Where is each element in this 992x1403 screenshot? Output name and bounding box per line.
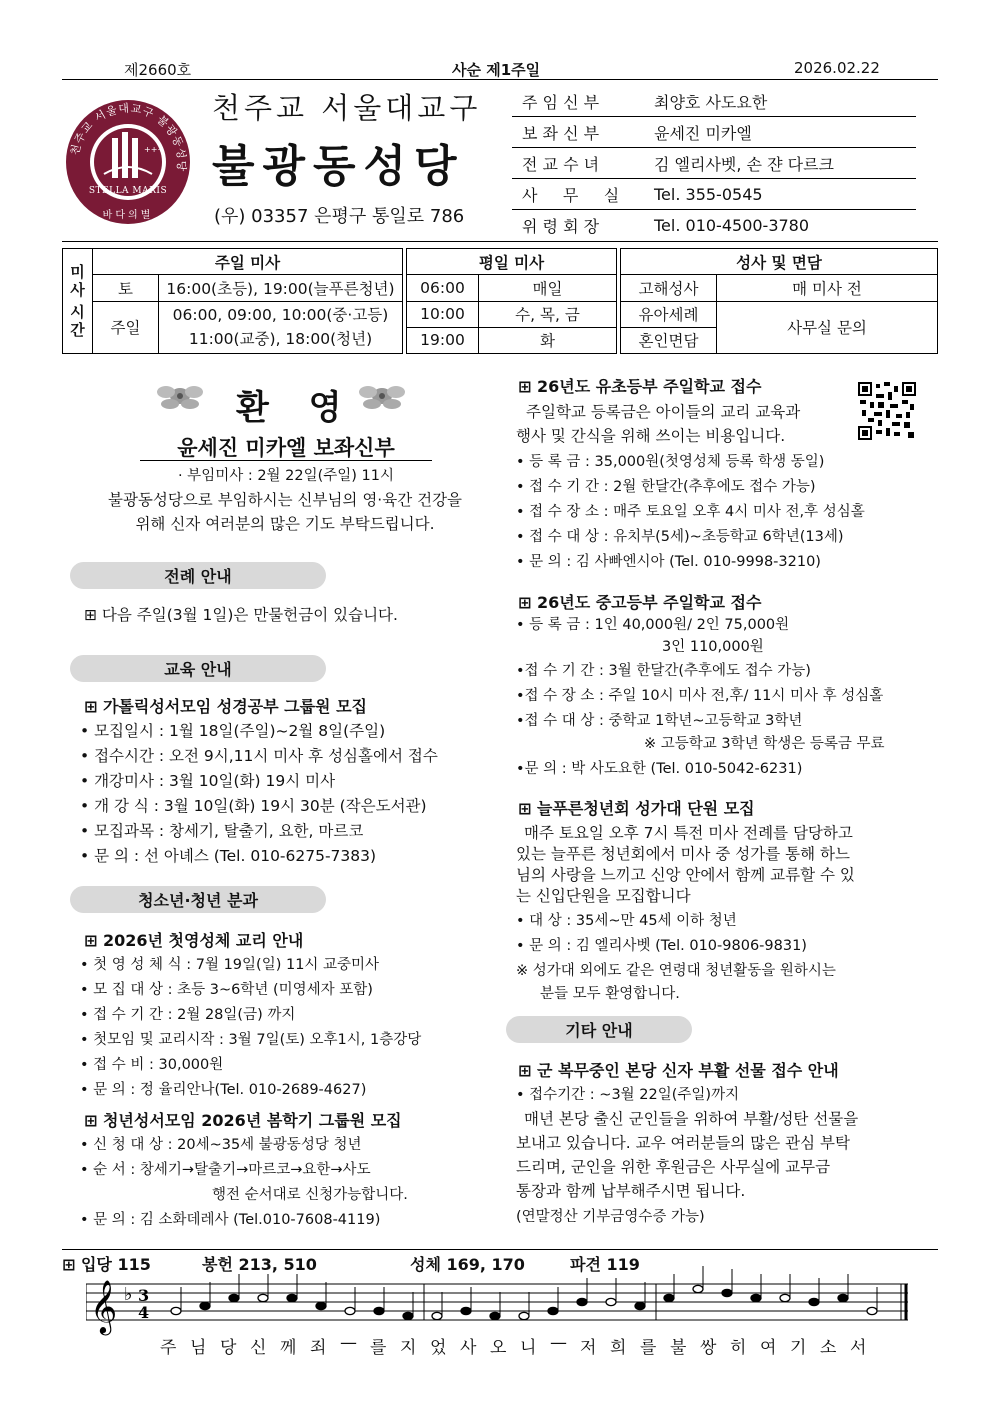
choir-heading: ⊞ 늘푸른청년회 성가대 단원 모집 bbox=[518, 799, 755, 818]
staff-role: 사 무 실 bbox=[522, 185, 620, 205]
staff-name: 최양호 사도요한 bbox=[654, 92, 768, 112]
note-head bbox=[403, 1312, 413, 1319]
lyric-syllable: 희 bbox=[610, 1338, 627, 1358]
note-head bbox=[664, 1294, 674, 1301]
note-head bbox=[867, 1307, 877, 1314]
sunday-school-desc: 행사 및 간식을 위해 쓰이는 비용입니다. bbox=[516, 427, 786, 445]
choir-desc: 매주 토요일 오후 7시 특전 미사 전례를 담당하고 bbox=[524, 824, 853, 842]
sunday-school-heading: ⊞ 26년도 유초등부 주일학교 접수 bbox=[518, 377, 762, 396]
note-head bbox=[432, 1312, 442, 1319]
weekday-time: 06:00 bbox=[407, 275, 479, 301]
music-staff bbox=[86, 1266, 916, 1336]
liturgical-season: 사순 제1주일 bbox=[452, 61, 541, 79]
etc-section-title: 기타 안내 bbox=[506, 1016, 692, 1043]
staff-row bbox=[512, 86, 916, 117]
etc-line: 매년 본당 출신 군인들을 위하여 부활/성탄 선물을 bbox=[524, 1110, 859, 1128]
lyric-syllable: 기 bbox=[790, 1338, 807, 1358]
education-heading: ⊞ 가톨릭성서모임 성경공부 그룹원 모집 bbox=[84, 697, 367, 716]
etc-line: 드리며, 군인을 위한 후원금은 사무실에 교무금 bbox=[516, 1158, 831, 1176]
note-head bbox=[693, 1285, 703, 1292]
lyric-syllable: 여 bbox=[760, 1338, 777, 1358]
choir-note: ※ 성가대 외에도 같은 연령대 청년활동을 원하시는 bbox=[516, 963, 836, 979]
middle-school-line: •접 수 기 간 : 3월 한달간(추후에도 접수 가능) bbox=[516, 663, 811, 679]
middle-school-line: •문 의 : 박 사도요한 (Tel. 010-5042-6231) bbox=[516, 761, 803, 777]
mass-schedule-table bbox=[62, 248, 938, 354]
lyric-syllable: 니 bbox=[520, 1338, 537, 1358]
masthead-line bbox=[62, 58, 938, 80]
staff-role: 보 좌 신 부 bbox=[522, 123, 600, 143]
youth-heading: ⊞ 청년성서모임 2026년 봄학기 그룹원 모집 bbox=[84, 1111, 402, 1130]
divider bbox=[140, 460, 432, 461]
choir-desc: 님의 사랑을 느끼고 신앙 안에서 함께 교류할 수 있 bbox=[516, 866, 855, 884]
note-head bbox=[345, 1307, 355, 1314]
choir-line: • 문 의 : 김 엘리사벳 (Tel. 010-9806-9831) bbox=[516, 938, 807, 954]
lyric-syllable: 를 bbox=[370, 1338, 387, 1358]
note-head bbox=[171, 1307, 181, 1314]
youth-line: 행전 순서대로 신청가능합니다. bbox=[212, 1187, 408, 1203]
note-head bbox=[490, 1312, 500, 1319]
lyric-syllable: 불 bbox=[670, 1338, 687, 1358]
sunday-school-line: • 접 수 장 소 : 매주 토요일 오후 4시 미사 전,후 성심홀 bbox=[516, 504, 865, 520]
sunday-school-desc: 주일학교 등록금은 아이들의 교리 교육과 bbox=[526, 403, 801, 421]
choir-desc: 는 신입단원을 모집합니다 bbox=[516, 887, 691, 905]
note-head bbox=[548, 1307, 558, 1314]
note-head bbox=[229, 1294, 239, 1301]
sunday-school-line: • 접 수 기 간 : 2월 한달간(추후에도 접수 가능) bbox=[516, 479, 816, 495]
sacrament-header: 성사 및 면담 bbox=[621, 249, 938, 275]
saturday-label: 토 bbox=[93, 275, 159, 301]
youth-line: • 첫 영 성 체 식 : 7월 19일(일) 11시 교중미사 bbox=[80, 957, 380, 973]
middle-school-line: ※ 고등학교 3학년 학생은 등록금 무료 bbox=[644, 736, 885, 752]
youth-line: • 접 수 비 : 30,000원 bbox=[80, 1057, 224, 1073]
lyric-syllable: 히 bbox=[730, 1338, 747, 1358]
choir-line: • 대 상 : 35세~만 45세 이하 청년 bbox=[516, 913, 737, 929]
issue-number: 제2660호 bbox=[124, 61, 192, 79]
education-line: • 모집일시 : 1월 18일(주일)~2월 8일(주일) bbox=[80, 722, 386, 740]
youth-heading: ⊞ 2026년 첫영성체 교리 안내 bbox=[84, 931, 304, 950]
staff-role: 위 령 회 장 bbox=[522, 217, 600, 236]
staff-name: 윤세진 미카엘 bbox=[654, 123, 752, 143]
sacrament-info: 매 미사 전 bbox=[717, 275, 938, 301]
note-head bbox=[287, 1294, 297, 1301]
note-head bbox=[809, 1298, 819, 1305]
lyric-syllable: 당 bbox=[220, 1338, 237, 1358]
lyric-syllable: 님 bbox=[190, 1338, 207, 1358]
sunday-school-line: • 접 수 대 상 : 유치부(5세)~초등학교 6학년(13세) bbox=[516, 529, 844, 545]
middle-school-line: 3인 110,000원 bbox=[662, 639, 764, 655]
education-line: • 개 강 식 : 3월 10일(화) 19시 30분 (작은도서관) bbox=[80, 797, 427, 815]
sunday-mass-header: 주일 미사 bbox=[93, 249, 403, 275]
middle-school-line: • 등 록 금 : 1인 40,000원/ 2인 75,000원 bbox=[516, 617, 790, 633]
note-head bbox=[780, 1294, 790, 1301]
divider bbox=[62, 241, 938, 242]
youth-line: • 순 서 : 창세기→탈출기→마르코→요한→사도 bbox=[80, 1162, 371, 1178]
lyric-syllable: — bbox=[340, 1333, 357, 1353]
sacrament-name: 유아세례 bbox=[621, 301, 717, 327]
hymn-communion: 성체 169, 170 bbox=[410, 1255, 525, 1274]
svg-text:4: 4 bbox=[138, 1303, 150, 1322]
weekday-time: 19:00 bbox=[407, 327, 479, 353]
etc-line: • 접수기간 : ~3월 22일(주일)까지 bbox=[516, 1087, 740, 1103]
etc-line: 통장과 함께 납부해주시면 됩니다. bbox=[516, 1182, 746, 1200]
issue-date: 2026.02.22 bbox=[794, 59, 880, 77]
choir-note: 분들 모두 환영합니다. bbox=[540, 986, 680, 1002]
parish-address: (우) 03357 은평구 통일로 786 bbox=[214, 206, 465, 227]
note-head bbox=[461, 1307, 471, 1314]
lyric-syllable: 신 bbox=[250, 1338, 267, 1358]
education-section-title: 교육 안내 bbox=[70, 655, 326, 682]
lyric-syllable: 오 bbox=[490, 1338, 507, 1358]
lyric-syllable: 소 bbox=[820, 1338, 837, 1358]
saturday-times: 16:00(초등), 19:00(늘푸른청년) bbox=[159, 275, 403, 301]
etc-line: 보내고 있습니다. 교우 여러분들의 많은 관심 부탁 bbox=[516, 1134, 850, 1152]
lyric-syllable: 주 bbox=[160, 1338, 177, 1358]
etc-line: (연말정산 기부금영수증 가능) bbox=[516, 1209, 705, 1225]
mass-side-label: 미 사 시 간 bbox=[63, 249, 93, 354]
middle-school-heading: ⊞ 26년도 중고등부 주일학교 접수 bbox=[518, 593, 762, 612]
note-head bbox=[838, 1294, 848, 1301]
sunday-label: 주일 bbox=[93, 301, 159, 354]
middle-school-line: •접 수 장 소 : 주일 10시 미사 전,후/ 11시 미사 후 성심홀 bbox=[516, 688, 884, 704]
weekday-days: 매일 bbox=[479, 275, 617, 301]
logo-latin: STELLA MARIS bbox=[88, 186, 168, 196]
youth-line: • 신 청 대 상 : 20세~35세 불광동성당 청년 bbox=[80, 1137, 362, 1153]
sacrament-name: 혼인면담 bbox=[621, 327, 717, 353]
etc-heading: ⊞ 군 복무중인 본당 신자 부활 선물 접수 안내 bbox=[518, 1061, 839, 1080]
education-line: • 모집과목 : 창세기, 탈출기, 요한, 마르코 bbox=[80, 822, 364, 840]
staff-name: 김 엘리사벳, 손 쟌 다르크 bbox=[654, 154, 834, 174]
sacrament-name: 고해성사 bbox=[621, 275, 717, 301]
hymn-entrance: ⊞ 입당 115 bbox=[62, 1255, 151, 1274]
note-head bbox=[577, 1298, 587, 1305]
staff-name: Tel. 010-4500-3780 bbox=[654, 216, 810, 235]
weekday-days: 수, 목, 금 bbox=[479, 301, 617, 327]
youth-line: • 문 의 : 정 율리안나(Tel. 010-2689-4627) bbox=[80, 1082, 367, 1098]
sunday-times: 06:00, 09:00, 10:00(중·고등) 11:00(교중), 18:00(청년) bbox=[159, 301, 403, 354]
weekday-days: 화 bbox=[479, 327, 617, 353]
parish-logo bbox=[66, 100, 190, 224]
parish-name: 불광동성당 bbox=[212, 141, 465, 192]
svg-text:3: 3 bbox=[138, 1286, 150, 1305]
note-head bbox=[722, 1289, 732, 1296]
youth-line: • 모 집 대 상 : 초등 3~6학년 (미영세자 포함) bbox=[80, 982, 373, 998]
note-head bbox=[606, 1298, 616, 1305]
staff-row bbox=[512, 117, 916, 148]
logo-bottom-text: 바다의별 bbox=[102, 210, 154, 221]
welcome-name: 윤세진 미카엘 보좌신부 bbox=[177, 436, 395, 460]
lyric-syllable: 서 bbox=[850, 1338, 867, 1358]
youth-line: • 첫모임 및 교리시작 : 3월 7일(토) 오후1시, 1층강당 bbox=[80, 1032, 422, 1048]
youth-line: • 문 의 : 김 소화데레사 (Tel.010-7608-4119) bbox=[80, 1212, 381, 1228]
liturgy-item: ⊞ 다음 주일(3월 1일)은 만물헌금이 있습니다. bbox=[84, 606, 398, 624]
lyric-syllable: 었 bbox=[430, 1338, 447, 1358]
note-head bbox=[751, 1294, 761, 1301]
note-head bbox=[200, 1302, 210, 1309]
lyric-syllable: — bbox=[550, 1333, 567, 1353]
weekday-mass-header: 평일 미사 bbox=[407, 249, 617, 275]
svg-text:천주교 서울대교구 불광동성당: 천주교 서울대교구 불광동성당 bbox=[68, 101, 189, 173]
welcome-title: 환 영 bbox=[236, 388, 356, 428]
staff-role: 주 임 신 부 bbox=[522, 92, 600, 112]
lyric-syllable: 사 bbox=[460, 1338, 477, 1358]
weekday-time: 10:00 bbox=[407, 301, 479, 327]
note-head bbox=[519, 1312, 529, 1319]
youth-section-title: 청소년·청년 분과 bbox=[70, 886, 326, 913]
note-head bbox=[635, 1302, 645, 1309]
note-head bbox=[316, 1302, 326, 1309]
lyric-syllable: 께 bbox=[280, 1338, 297, 1358]
divider bbox=[62, 1249, 938, 1250]
staff-row bbox=[512, 148, 916, 179]
lyric-syllable: 저 bbox=[580, 1338, 597, 1358]
hymn-offertory: 봉헌 213, 510 bbox=[202, 1255, 317, 1274]
lyric-syllable: 지 bbox=[400, 1338, 417, 1358]
lyric-syllable: 죄 bbox=[310, 1338, 327, 1358]
qr-code-icon[interactable] bbox=[858, 382, 916, 440]
staff-list bbox=[512, 86, 916, 241]
education-line: • 개강미사 : 3월 10일(화) 19시 미사 bbox=[80, 772, 336, 790]
welcome-message: 불광동성당으로 부임하시는 신부님의 영·육간 건강을 bbox=[107, 491, 463, 509]
sunday-school-line: • 문 의 : 김 사빠엔시아 (Tel. 010-9998-3210) bbox=[516, 554, 821, 570]
note-head bbox=[258, 1294, 268, 1301]
flower-ornament-icon bbox=[150, 378, 210, 414]
liturgy-section-title: 전례 안내 bbox=[70, 562, 326, 589]
choir-desc: 있는 늘푸른 청년회에서 미사 중 성가를 통해 하느 bbox=[516, 845, 850, 863]
lyric-syllable: 를 bbox=[640, 1338, 657, 1358]
treble-clef-icon: 𝄞 bbox=[90, 1279, 118, 1333]
middle-school-line: •접 수 대 상 : 중학교 1학년~고등학교 3학년 bbox=[516, 713, 803, 729]
welcome-message: 위해 신자 여러분의 많은 기도 부탁드립니다. bbox=[135, 515, 435, 533]
hymn-dismissal: 파견 119 bbox=[570, 1255, 640, 1274]
staff-row bbox=[512, 179, 916, 210]
education-line: • 문 의 : 선 아녜스 (Tel. 010-6275-7383) bbox=[80, 847, 377, 865]
staff-role: 전 교 수 녀 bbox=[522, 154, 600, 174]
education-line: • 접수시간 : 오전 9시,11시 미사 후 성심홀에서 접수 bbox=[80, 747, 438, 765]
sunday-school-line: • 등 록 금 : 35,000원(첫영성체 등록 학생 동일) bbox=[516, 454, 825, 470]
flower-ornament-icon bbox=[352, 378, 412, 414]
sacrament-info: 사무실 문의 bbox=[717, 301, 938, 354]
svg-text:+++: +++ bbox=[144, 145, 165, 154]
svg-text:♭: ♭ bbox=[124, 1284, 133, 1305]
note-head bbox=[374, 1307, 384, 1314]
staff-row bbox=[512, 210, 916, 241]
staff-name: Tel. 355-0545 bbox=[654, 184, 763, 204]
welcome-subtitle: · 부임미사 : 2월 22일(주일) 11시 bbox=[177, 468, 395, 484]
archdiocese-name: 천주교 서울대교구 bbox=[212, 91, 482, 125]
youth-line: • 접 수 기 간 : 2월 28일(금) 까지 bbox=[80, 1007, 296, 1023]
lyric-syllable: 쌍 bbox=[700, 1338, 717, 1358]
